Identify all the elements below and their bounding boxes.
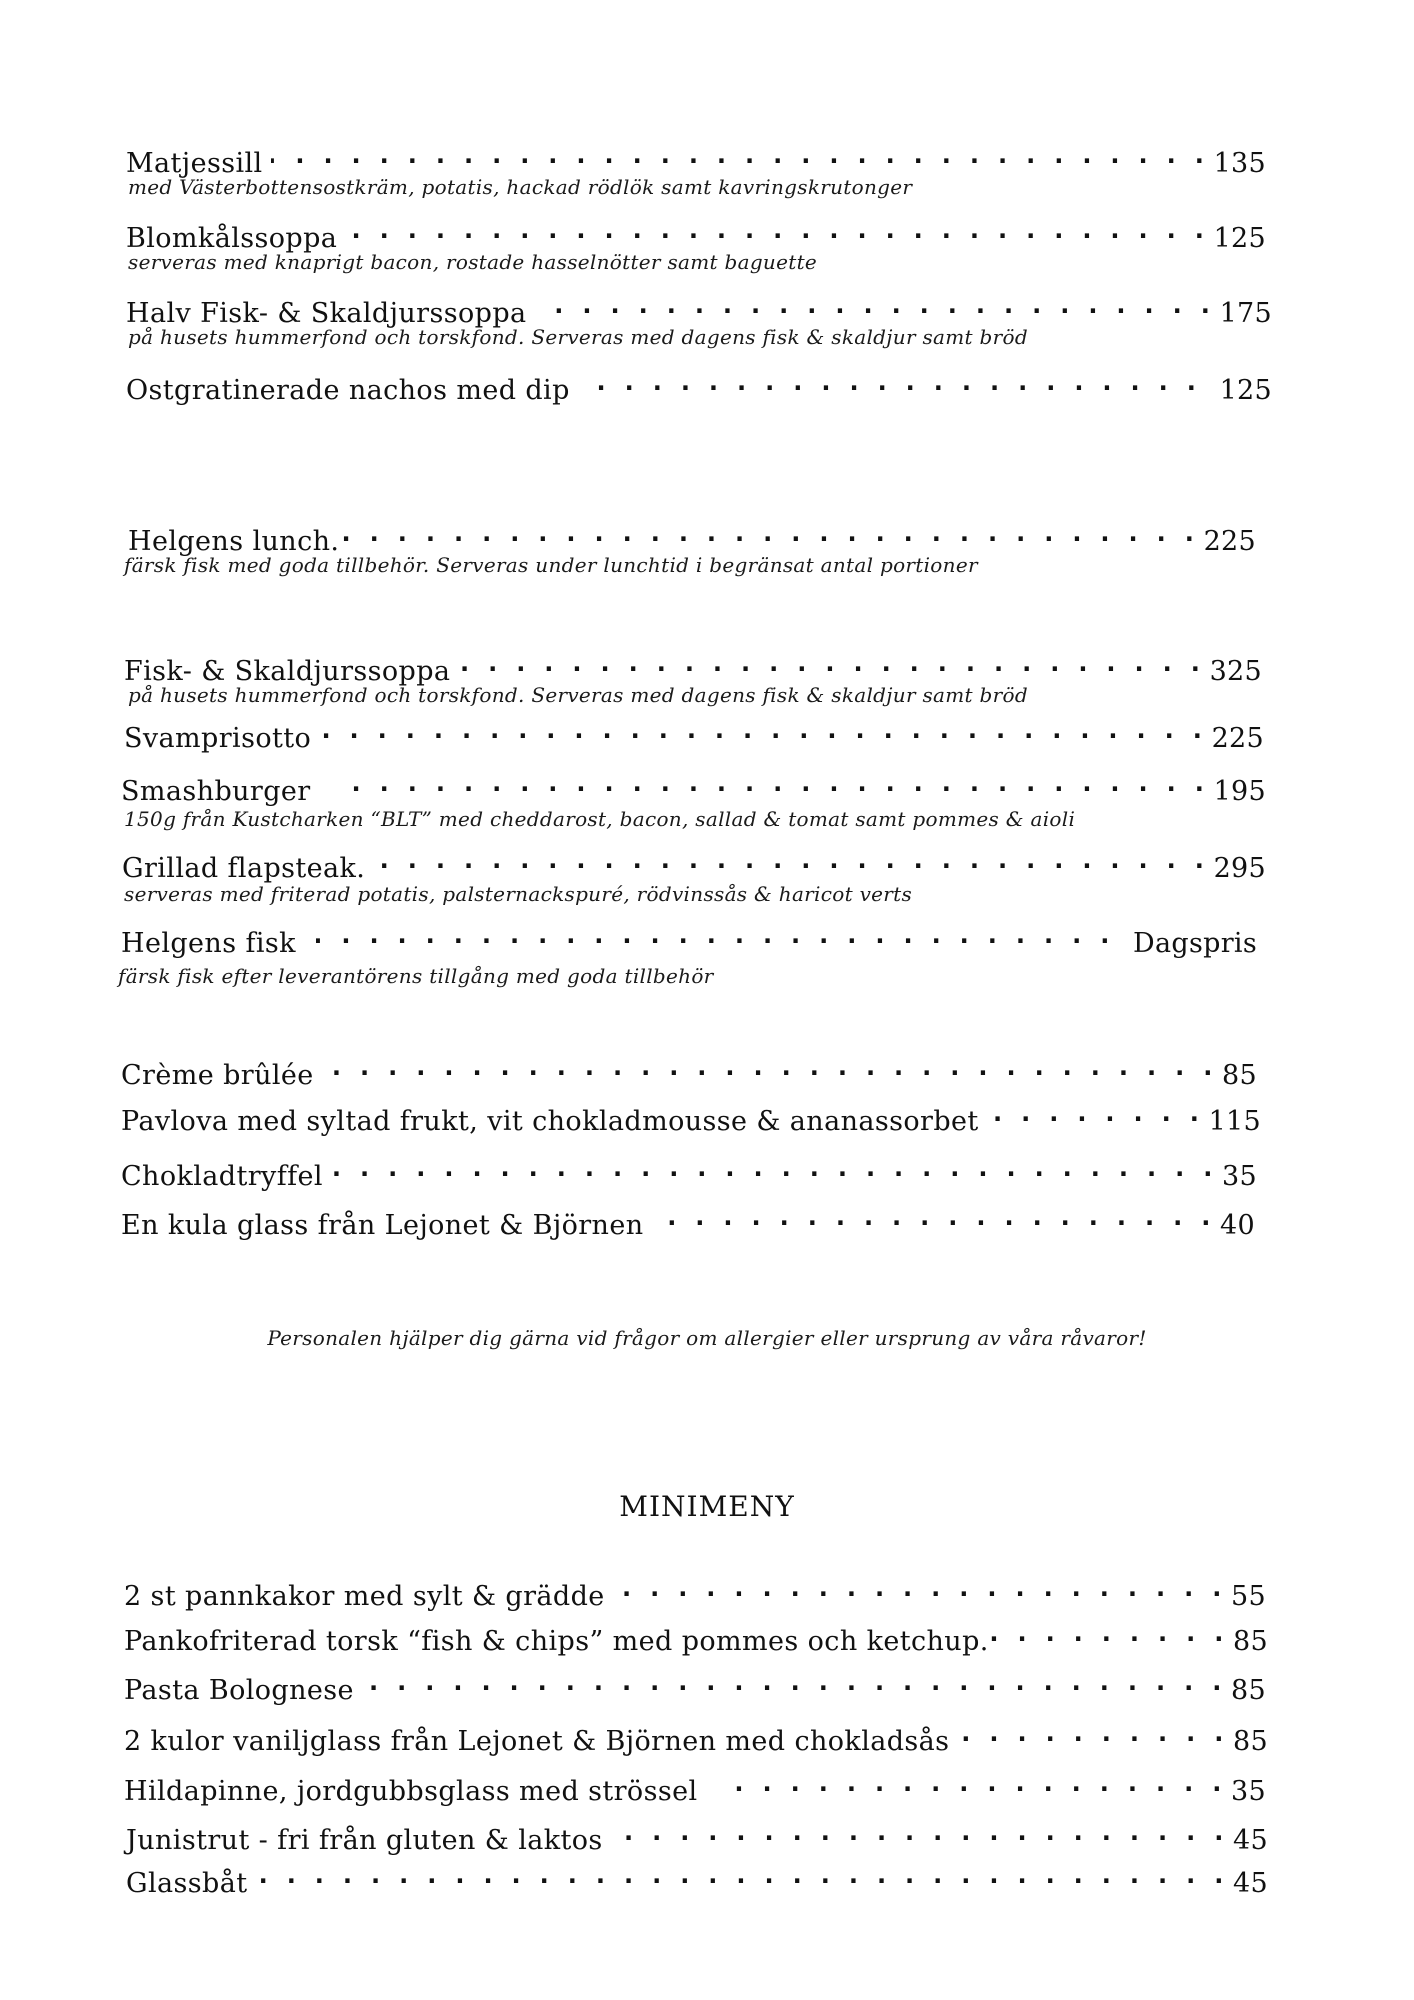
item-name: Pavlova med syltad frukt, vit chokladmousse & ananassorbet [121,1106,979,1137]
item-name: Blomkålssoppa [126,223,338,254]
minimeny-item [124,1766,1266,1809]
minimeny-item [126,1858,1268,1901]
dot-leader [613,1571,1223,1605]
dot-leader [331,766,1206,800]
item-price: 85 [1233,1726,1268,1757]
item-description: serveras med knaprigt bacon, rostade hasselnötter samt baguette [128,250,818,274]
dot-leader [547,288,1212,322]
dot-leader [331,1151,1214,1185]
menu-item-chokladtryffel [121,1151,1257,1194]
item-name: Helgens lunch. [128,526,340,557]
item-price: 55 [1231,1581,1266,1612]
item-price: 175 [1219,298,1272,329]
dot-leader [341,516,1195,550]
dot-leader [987,1096,1201,1130]
menu-item-smashburger [121,766,1266,809]
item-name: En kula glass från Lejonet & Björnen [121,1210,644,1241]
item-price: 195 [1213,776,1266,807]
dot-leader [345,213,1205,247]
item-price: Dagspris [1133,928,1257,959]
item-price: 225 [1203,526,1256,557]
item-price: 135 [1213,148,1266,179]
item-price: 45 [1233,1868,1268,1899]
item-name: Halv Fisk- & Skaldjurssoppa [126,298,527,329]
item-name: Crème brûlée [121,1060,314,1091]
dot-leader [334,1050,1214,1084]
item-name: Matjessill [126,148,263,179]
minimeny-item [124,1716,1268,1759]
item-name: Smashburger [121,776,311,807]
minimeny-item [126,1815,1268,1858]
item-price: 225 [1211,723,1264,754]
menu-item-svamprisotto [124,713,1264,756]
item-description: på husets hummerfond och torskfond. Serveras med dagens fisk & skaldjur samt bröd [128,683,1028,707]
item-name: Grillad flapsteak. [122,853,366,884]
item-description: 150g från Kustcharken “BLT” med cheddarost, bacon, sallad & tomat samt pommes & aioli [124,807,1076,831]
item-name: Chokladtryffel [121,1161,323,1192]
item-price: 35 [1231,1776,1266,1807]
dot-leader [991,1616,1225,1650]
item-price: 45 [1233,1825,1268,1856]
menu-item-ostgratinerade-nachos [126,365,1272,408]
dot-leader [957,1716,1225,1750]
dot-leader [458,646,1201,680]
dot-leader [271,138,1206,172]
item-price: 85 [1231,1675,1266,1706]
menu-item-creme-brulee [121,1050,1257,1093]
item-price: 325 [1209,656,1262,687]
item-name: 2 kulor vaniljglass från Lejonet & Björnen med chokladsås [124,1726,950,1757]
dot-leader [623,1815,1225,1849]
item-description: färsk fisk efter leverantörens tillgång med goda tillbehör [118,964,714,988]
dot-leader [255,1858,1225,1892]
item-name: Pankofriterad torsk “fish & chips” med pommes och ketchup. [124,1626,989,1657]
dot-leader [362,1665,1223,1699]
item-name: Hildapinne, jordgubbsglass med strössel [124,1776,698,1807]
minimeny-item [124,1571,1266,1614]
menu-item-pavlova [121,1096,1261,1139]
item-name: Glassbåt [126,1868,248,1899]
item-description: färsk fisk med goda tillbehör. Serveras under lunchtid i begränsat antal portioner [124,553,978,577]
item-price: 125 [1213,223,1266,254]
dot-leader [652,1200,1213,1234]
item-price: 115 [1208,1106,1261,1137]
item-price: 40 [1220,1210,1255,1241]
item-name: Pasta Bolognese [124,1675,354,1706]
dot-leader [319,713,1203,747]
item-price: 85 [1222,1060,1257,1091]
dot-leader [578,365,1198,399]
minimeny-title: MINIMENY [619,1490,795,1523]
item-description: serveras med friterad potatis, palsternackspuré, rödvinssås & haricot verts [124,882,913,906]
menu-item-helgens-fisk [121,918,1257,961]
item-price: 85 [1233,1626,1268,1657]
dot-leader [718,1766,1224,1800]
item-price: 125 [1219,375,1272,406]
menu-item-grillad-flapsteak [122,843,1266,886]
item-price: 295 [1213,853,1266,884]
menu-item-en-kula-glass [121,1200,1255,1243]
item-price: 35 [1222,1161,1257,1192]
item-name: Ostgratinerade nachos med dip [126,375,570,406]
item-name: Junistrut - fri från gluten & laktos [126,1825,603,1856]
minimeny-item [124,1665,1266,1708]
item-name: Svamprisotto [124,723,312,754]
item-name: Helgens fisk [121,928,296,959]
item-description: med Västerbottensostkräm, potatis, hackad rödlök samt kavringskrutonger [128,175,913,199]
item-name: 2 st pannkakor med sylt & grädde [124,1581,605,1612]
dot-leader [367,843,1205,877]
allergy-footnote: Personalen hjälper dig gärna vid frågor om allergier eller ursprung av våra råvaror! [267,1326,1147,1350]
minimeny-item [124,1616,1268,1659]
item-description: på husets hummerfond och torskfond. Serveras med dagens fisk & skaldjur samt bröd [128,325,1028,349]
item-name: Fisk- & Skaldjurssoppa [124,656,451,687]
dot-leader [316,918,1111,952]
